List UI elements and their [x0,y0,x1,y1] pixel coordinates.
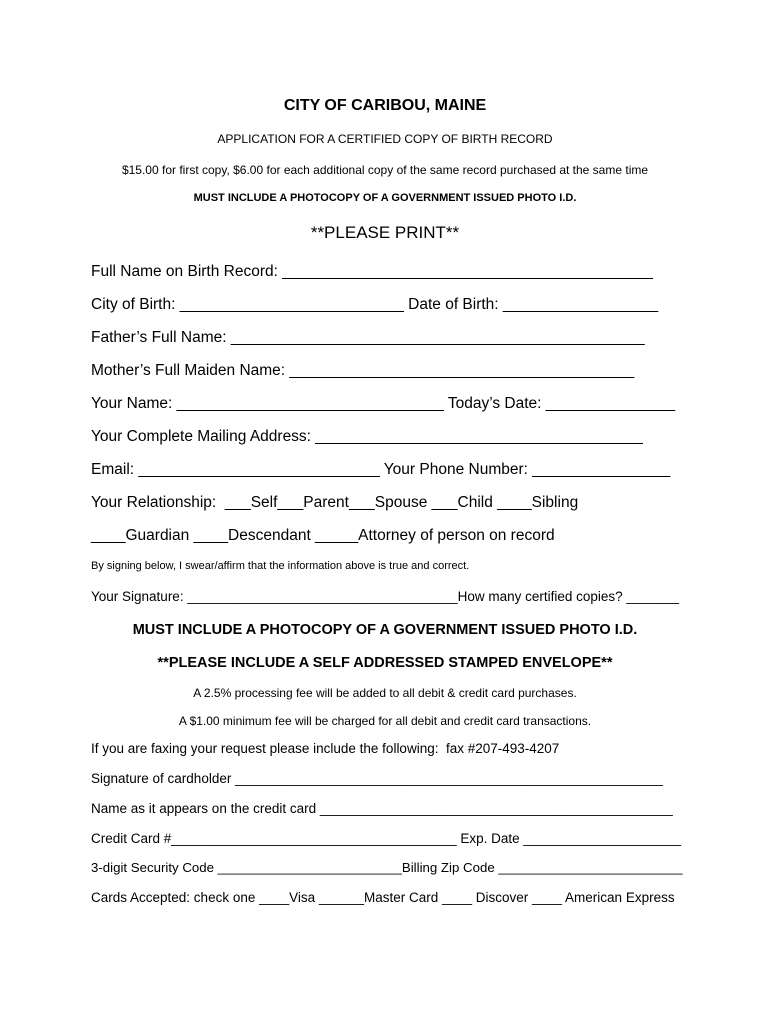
application-title: APPLICATION FOR A CERTIFIED COPY OF BIRTH RECORD [217,132,553,146]
full-name-field[interactable]: Full Name on Birth Record: ___________________________________________ [91,263,653,280]
your-name-date-field[interactable]: Your Name: _______________________________ Today’s Date: _______________ [91,395,676,412]
envelope-notice: **PLEASE INCLUDE A SELF ADDRESSED STAMPED ENVELOPE** [157,655,613,671]
security-code-zip-field[interactable]: 3-digit Security Code _________________________Billing Zip Code _________________________ [91,860,683,875]
please-print-heading: **PLEASE PRINT** [310,223,460,242]
father-name-field[interactable]: Father’s Full Name: ________________________________________________ [91,329,645,346]
name-on-card-field[interactable]: Name as it appears on the credit card _______________________________________________ [91,801,673,816]
minimum-fee-notice: A $1.00 minimum fee will be charged for all debit and credit card transactions. [178,714,592,728]
fax-instructions: If you are faxing your request please include the following: fax #207-493-4207 [91,741,560,756]
relationship-options-row1[interactable]: Your Relationship: ___Self___Parent___Spouse ___Child ____Sibling [91,494,579,511]
card-number-exp-field[interactable]: Credit Card #______________________________________ Exp. Date _____________________ [91,831,682,846]
processing-fee-notice: A 2.5% processing fee will be added to all debit & credit card purchases. [193,686,577,700]
fee-schedule: $15.00 for first copy, $6.00 for each additional copy of the same record purchased at the same time [121,163,649,177]
mailing-address-field[interactable]: Your Complete Mailing Address: ______________________________________ [91,428,643,445]
affirmation-statement: By signing below, I swear/affirm that the information above is true and correct. [91,560,470,572]
city-dob-field[interactable]: City of Birth: __________________________ Date of Birth: __________________ [91,296,659,313]
relationship-options-row2[interactable]: ____Guardian ____Descendant _____Attorney of person on record [91,527,555,544]
signature-copies-field[interactable]: Your Signature: ____________________________________How many certified copies? _______ [91,589,679,604]
cards-accepted-options[interactable]: Cards Accepted: check one ____Visa ______Master Card ____ Discover ____ American Express [91,890,675,905]
photo-id-notice-footer: MUST INCLUDE A PHOTOCOPY OF A GOVERNMENT ISSUED PHOTO I.D. [132,622,638,638]
city-title: CITY OF CARIBOU, MAINE [283,97,487,114]
mother-maiden-name-field[interactable]: Mother’s Full Maiden Name: ________________________________________ [91,362,635,379]
photo-id-notice: MUST INCLUDE A PHOTOCOPY OF A GOVERNMENT ISSUED PHOTO I.D. [193,192,577,204]
email-phone-field[interactable]: Email: ____________________________ Your Phone Number: ________________ [91,461,671,478]
cardholder-signature-field[interactable]: Signature of cardholder _________________________________________________________ [91,771,664,786]
